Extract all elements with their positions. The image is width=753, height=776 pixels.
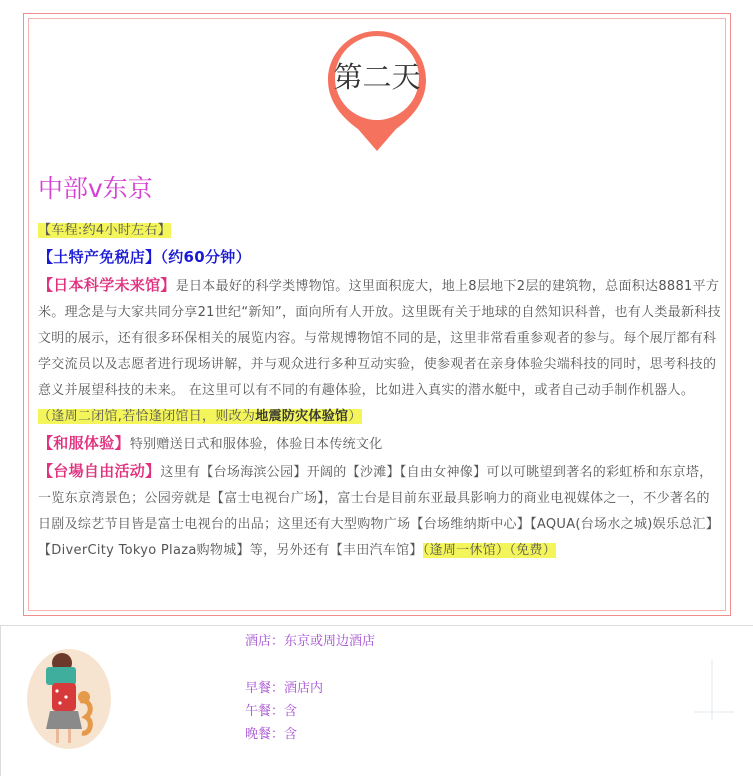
odaiba-paragraph xyxy=(38,458,722,564)
odaiba-description: 这里有【台场海滨公园】开阔的【沙滩】【自由女神像】可以可眺望到著名的彩虹桥和东京塔，一览东京湾景色；公园旁就是【富士电视台广场】，富士台是目前东亚最具影响力的商业电视媒体之一，不少著名的日剧及综艺节目皆是富士电视台的出品；这里还有大型购物广场【台场维纳斯中心】【AQUA(台场水之城)娱乐总汇】【DiverCity Tokyo Plaza购物城】等，另外还有【丰田汽车馆】 xyxy=(38,465,720,558)
itinerary-content xyxy=(38,172,722,564)
odaiba-name: 【台場自由活动】 xyxy=(38,462,161,480)
hotel-info: 酒店：东京或周边酒店 xyxy=(245,634,376,649)
kimono-paragraph xyxy=(38,430,722,458)
breakfast-info: 早餐：酒店内 xyxy=(245,681,324,696)
museum-note xyxy=(38,409,362,424)
left-border xyxy=(0,625,1,776)
museum-name: 【日本科学未来馆】 xyxy=(38,276,176,294)
dinner-info: 晚餐：含 xyxy=(245,727,298,742)
museum-note-bold: 地震防灾体验馆 xyxy=(255,409,349,424)
lunch-info: 午餐：含 xyxy=(245,704,298,719)
odaiba-note: （逢周一休馆）（免费） xyxy=(422,543,557,558)
drive-time-line xyxy=(38,218,722,244)
museum-note-prefix: （逢周二闭馆,若恰逢闭馆日，则改为 xyxy=(38,409,256,424)
stop-duty-free-line xyxy=(38,244,722,272)
museum-paragraph xyxy=(38,272,722,430)
day-label: 第二天 xyxy=(333,60,421,94)
drive-time: 【车程:约4小时左右】 xyxy=(38,223,171,238)
crosshair-decoration xyxy=(694,660,734,720)
stop-duty-free: 【土特产免税店】（约60分钟） xyxy=(38,248,251,266)
route-title: 中部v东京 xyxy=(38,174,153,203)
girl-reading-illustration xyxy=(24,641,114,751)
museum-note-suffix: ） xyxy=(348,409,362,424)
museum-description: 是日本最好的科学类博物馆。这里面积庞大，地上8层地下2层的建筑物，总面积达8881平方米。理念是与大家共同分享21世纪“新知”，面向所有人开放。这里既有关于地球的自然知识科普，也有人类最新科技文明的展示，还有很多环保相关的展览内容。与常规博物馆不同的是，这里非常看重参观者的参与。每个展厅都有科学交流员以及志愿者进行现场讲解，并与观众进行多种互动实验，使参观者在亲身体验尖端科技的同时，思考科技的意义并展望科技的未来。 在这里可以有不同的有趣体验，比如进入真实的潜水艇中，或者自己动手制作机器人。 xyxy=(38,279,721,398)
section-divider xyxy=(0,625,753,626)
kimono-description: 特别赠送日式和服体验，体验日本传统文化 xyxy=(129,437,383,452)
kimono-name: 【和服体验】 xyxy=(38,434,130,452)
